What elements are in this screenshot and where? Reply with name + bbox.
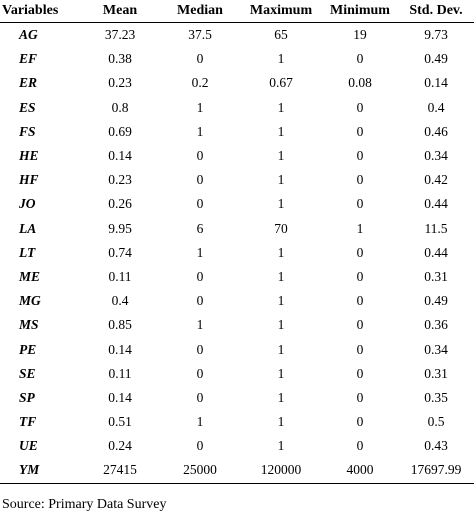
median-cell: 0 [196,341,204,357]
mean-cell: 0.26 [108,196,132,212]
mean-cell: 0.11 [108,365,132,381]
median-cell: 37.5 [188,27,212,43]
maximum-cell: 1 [277,172,285,188]
mean-cell: 0.23 [108,172,132,188]
table-row [0,410,474,434]
mean-cell: 0.38 [108,51,132,67]
variable-cell: YM [0,458,80,483]
minimum-cell: 0.08 [348,75,372,91]
mean-cell: 0.11 [108,268,132,284]
maximum-cell: 0.67 [269,75,293,91]
median-cell: 0 [196,293,204,309]
mean-cell: 0.14 [108,341,132,357]
median-cell: 0 [196,172,204,188]
median-cell: 1 [196,317,204,333]
table-row [0,337,474,361]
table-row [0,217,474,241]
variable-cell: JO [19,196,36,212]
table-row [0,289,474,313]
header-mean: Mean [80,0,160,23]
table-row [0,241,474,265]
maximum-cell: 1 [277,365,285,381]
table-row [0,120,474,144]
mean-cell: 37.23 [104,27,136,43]
mean-cell: 0.4 [111,293,129,309]
variable-cell: SE [19,365,36,381]
minimum-cell: 0 [356,341,364,357]
minimum-cell: 0 [356,438,364,454]
mean-cell: 9.95 [108,220,132,236]
minimum-cell: 0 [356,196,364,212]
variable-cell: LA [19,220,37,236]
table-row [0,168,474,192]
median-cell: 0 [196,148,204,164]
table-row [0,313,474,337]
median-cell: 6 [196,220,204,236]
mean-cell: 0.24 [108,438,132,454]
median-cell: 0 [196,438,204,454]
maximum-cell: 1 [277,148,285,164]
std-dev-cell: 0.44 [424,196,448,212]
maximum-cell: 120000 [240,458,322,483]
minimum-cell: 1 [356,220,364,236]
median-cell: 0 [196,268,204,284]
variable-cell: HF [19,172,39,188]
maximum-cell: 1 [277,123,285,139]
maximum-cell: 1 [277,341,285,357]
variable-cell: AG [19,27,38,43]
mean-cell: 0.14 [108,389,132,405]
std-dev-cell: 0.36 [424,317,448,333]
maximum-cell: 1 [277,317,285,333]
header-maximum: Maximum [240,0,322,23]
maximum-cell: 1 [277,99,285,115]
std-dev-cell: 0.4 [427,99,445,115]
minimum-cell: 0 [356,172,364,188]
maximum-cell: 1 [277,244,285,260]
median-cell: 0 [196,365,204,381]
maximum-cell: 1 [277,438,285,454]
minimum-cell: 19 [353,27,367,43]
variable-cell: PE [19,341,37,357]
source-note: Source: Primary Data Survey [2,497,167,512]
maximum-cell: 1 [277,51,285,67]
table-row [0,144,474,168]
median-cell: 0.2 [191,75,209,91]
variable-cell: EF [19,51,38,67]
variable-cell: ES [19,99,36,115]
std-dev-cell: 0.49 [424,293,448,309]
minimum-cell: 0 [356,414,364,430]
header-std-dev: Std. Dev. [398,0,474,23]
mean-cell: 0.14 [108,148,132,164]
maximum-cell: 1 [277,414,285,430]
mean-cell: 0.69 [108,123,132,139]
minimum-cell: 0 [356,293,364,309]
maximum-cell: 70 [274,220,288,236]
minimum-cell: 0 [356,148,364,164]
median-cell: 1 [196,123,204,139]
std-dev-cell: 0.14 [424,75,448,91]
maximum-cell: 1 [277,389,285,405]
minimum-cell: 0 [356,389,364,405]
median-cell: 0 [196,51,204,67]
table-row [0,192,474,216]
table-row [0,386,474,410]
mean-cell: 0.74 [108,244,132,260]
variable-cell: MS [19,317,39,333]
minimum-cell: 0 [356,365,364,381]
median-cell: 1 [196,414,204,430]
variable-cell: ER [19,75,38,91]
variable-cell: ME [19,268,41,284]
table-row [0,71,474,95]
table-row [0,96,474,120]
minimum-cell: 4000 [322,458,398,483]
variable-cell: HE [19,148,39,164]
std-dev-cell: 0.49 [424,51,448,67]
std-dev-cell: 0.35 [424,389,448,405]
std-dev-cell: 11.5 [424,220,448,236]
median-cell: 1 [196,99,204,115]
maximum-cell: 1 [277,268,285,284]
mean-cell: 0.8 [111,99,129,115]
minimum-cell: 0 [356,317,364,333]
variable-cell: TF [19,414,37,430]
header-variables: Variables [0,0,80,23]
std-dev-cell: 0.5 [427,414,445,430]
std-dev-cell: 0.42 [424,172,448,188]
table-row [0,362,474,386]
minimum-cell: 0 [356,51,364,67]
mean-cell: 0.23 [108,75,132,91]
variable-cell: FS [19,123,36,139]
std-dev-cell: 0.46 [424,123,448,139]
maximum-cell: 1 [277,293,285,309]
std-dev-cell: 0.44 [424,244,448,260]
table-row [0,23,474,48]
table-row [0,47,474,71]
maximum-cell: 65 [274,27,288,43]
median-cell: 25000 [160,458,240,483]
header-minimum: Minimum [322,0,398,23]
header-median: Median [160,0,240,23]
table-row [0,265,474,289]
minimum-cell: 0 [356,99,364,115]
table-header-row [0,0,474,23]
mean-cell: 27415 [80,458,160,483]
maximum-cell: 1 [277,196,285,212]
table-row [0,458,474,483]
std-dev-cell: 0.31 [424,365,448,381]
table-row [0,434,474,458]
std-dev-cell: 17697.99 [398,458,474,483]
table-body [0,23,474,484]
median-cell: 0 [196,196,204,212]
minimum-cell: 0 [356,244,364,260]
mean-cell: 0.51 [108,414,132,430]
std-dev-cell: 9.73 [424,27,448,43]
variable-cell: SP [19,389,35,405]
variable-cell: LT [19,244,36,260]
minimum-cell: 0 [356,268,364,284]
median-cell: 1 [196,244,204,260]
std-dev-cell: 0.34 [424,341,448,357]
std-dev-cell: 0.43 [424,438,448,454]
mean-cell: 0.85 [108,317,132,333]
median-cell: 0 [196,389,204,405]
minimum-cell: 0 [356,123,364,139]
std-dev-cell: 0.34 [424,148,448,164]
std-dev-cell: 0.31 [424,268,448,284]
variable-cell: UE [19,438,38,454]
variable-cell: MG [19,293,41,309]
